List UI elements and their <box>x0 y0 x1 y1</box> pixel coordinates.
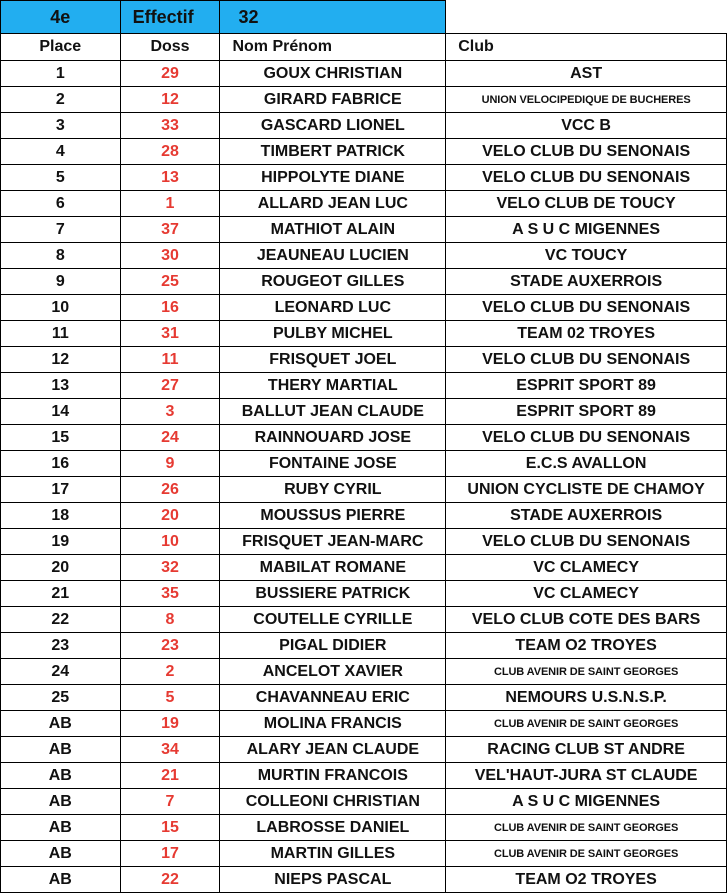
table-row <box>1 61 727 87</box>
name-cell: FONTAINE JOSE <box>220 451 446 477</box>
table-row <box>1 451 727 477</box>
table-row <box>1 763 727 789</box>
club-cell: CLUB AVENIR DE SAINT GEORGES <box>446 815 727 841</box>
club-cell: NEMOURS U.S.N.S.P. <box>446 685 727 711</box>
name-cell: MATHIOT ALAIN <box>220 217 446 243</box>
name-cell: MOLINA FRANCIS <box>220 711 446 737</box>
doss-cell: 29 <box>120 61 220 87</box>
place-cell: 6 <box>1 191 121 217</box>
table-row <box>1 477 727 503</box>
name-cell: PULBY MICHEL <box>220 321 446 347</box>
doss-cell: 17 <box>120 841 220 867</box>
table-row <box>1 399 727 425</box>
place-cell: 17 <box>1 477 121 503</box>
club-cell: VELO CLUB DU SENONAIS <box>446 347 727 373</box>
place-cell: 2 <box>1 87 121 113</box>
place-cell: AB <box>1 737 121 763</box>
table-row <box>1 737 727 763</box>
club-cell: A S U C MIGENNES <box>446 217 727 243</box>
doss-cell: 24 <box>120 425 220 451</box>
doss-cell: 20 <box>120 503 220 529</box>
club-cell: TEAM 02 TROYES <box>446 321 727 347</box>
place-cell: 14 <box>1 399 121 425</box>
doss-cell: 21 <box>120 763 220 789</box>
name-cell: MURTIN FRANCOIS <box>220 763 446 789</box>
table-row <box>1 425 727 451</box>
table-row <box>1 555 727 581</box>
place-cell: 1 <box>1 61 121 87</box>
club-cell: ESPRIT SPORT 89 <box>446 399 727 425</box>
doss-cell: 16 <box>120 295 220 321</box>
place-cell: AB <box>1 763 121 789</box>
doss-cell: 32 <box>120 555 220 581</box>
doss-cell: 8 <box>120 607 220 633</box>
place-cell: 5 <box>1 165 121 191</box>
club-cell: STADE AUXERROIS <box>446 269 727 295</box>
place-cell: AB <box>1 815 121 841</box>
club-cell: TEAM O2 TROYES <box>446 633 727 659</box>
column-header-place: Place <box>1 34 121 61</box>
name-cell: PIGAL DIDIER <box>220 633 446 659</box>
doss-cell: 37 <box>120 217 220 243</box>
table-row <box>1 347 727 373</box>
name-cell: MOUSSUS PIERRE <box>220 503 446 529</box>
name-cell: GASCARD LIONEL <box>220 113 446 139</box>
club-cell: VC CLAMECY <box>446 581 727 607</box>
club-cell: UNION VELOCIPEDIQUE DE BUCHERES <box>446 87 727 113</box>
place-cell: 9 <box>1 269 121 295</box>
table-row <box>1 191 727 217</box>
club-cell: ESPRIT SPORT 89 <box>446 373 727 399</box>
place-cell: AB <box>1 841 121 867</box>
doss-cell: 23 <box>120 633 220 659</box>
club-cell: UNION CYCLISTE DE CHAMOY <box>446 477 727 503</box>
doss-cell: 19 <box>120 711 220 737</box>
place-cell: 23 <box>1 633 121 659</box>
doss-cell: 27 <box>120 373 220 399</box>
doss-cell: 5 <box>120 685 220 711</box>
name-cell: HIPPOLYTE DIANE <box>220 165 446 191</box>
name-cell: FRISQUET JEAN-MARC <box>220 529 446 555</box>
table-row <box>1 867 727 893</box>
club-cell: VELO CLUB DU SENONAIS <box>446 165 727 191</box>
column-header-row <box>1 34 727 61</box>
name-cell: JEAUNEAU LUCIEN <box>220 243 446 269</box>
name-cell: LEONARD LUC <box>220 295 446 321</box>
table-row <box>1 87 727 113</box>
table-row <box>1 165 727 191</box>
place-cell: AB <box>1 711 121 737</box>
table-row <box>1 529 727 555</box>
table-row <box>1 243 727 269</box>
table-row <box>1 295 727 321</box>
club-cell: VELO CLUB DU SENONAIS <box>446 295 727 321</box>
table-row <box>1 503 727 529</box>
club-cell: VELO CLUB COTE DES BARS <box>446 607 727 633</box>
column-header-doss: Doss <box>120 34 220 61</box>
club-cell: CLUB AVENIR DE SAINT GEORGES <box>446 841 727 867</box>
name-cell: GOUX CHRISTIAN <box>220 61 446 87</box>
table-row <box>1 217 727 243</box>
place-cell: 3 <box>1 113 121 139</box>
place-cell: 13 <box>1 373 121 399</box>
name-cell: TIMBERT PATRICK <box>220 139 446 165</box>
table-row <box>1 711 727 737</box>
effectif-value: 32 <box>220 1 446 34</box>
name-cell: MARTIN GILLES <box>220 841 446 867</box>
table-row <box>1 607 727 633</box>
column-header-club: Club <box>446 34 727 61</box>
doss-cell: 1 <box>120 191 220 217</box>
place-cell: 20 <box>1 555 121 581</box>
club-cell: VEL'HAUT-JURA ST CLAUDE <box>446 763 727 789</box>
table-row <box>1 685 727 711</box>
table-row <box>1 139 727 165</box>
table-row <box>1 815 727 841</box>
table-row <box>1 113 727 139</box>
name-cell: ALLARD JEAN LUC <box>220 191 446 217</box>
place-cell: 25 <box>1 685 121 711</box>
club-cell: A S U C MIGENNES <box>446 789 727 815</box>
column-header-name: Nom Prénom <box>220 34 446 61</box>
club-cell: VELO CLUB DU SENONAIS <box>446 425 727 451</box>
name-cell: MABILAT ROMANE <box>220 555 446 581</box>
name-cell: ANCELOT XAVIER <box>220 659 446 685</box>
table-row <box>1 373 727 399</box>
table-row <box>1 321 727 347</box>
place-cell: 22 <box>1 607 121 633</box>
place-cell: 10 <box>1 295 121 321</box>
table-row <box>1 659 727 685</box>
table-row <box>1 269 727 295</box>
club-cell: RACING CLUB ST ANDRE <box>446 737 727 763</box>
table-row <box>1 841 727 867</box>
doss-cell: 31 <box>120 321 220 347</box>
club-cell: VC CLAMECY <box>446 555 727 581</box>
doss-cell: 35 <box>120 581 220 607</box>
club-cell: VC TOUCY <box>446 243 727 269</box>
place-cell: 7 <box>1 217 121 243</box>
name-cell: CHAVANNEAU ERIC <box>220 685 446 711</box>
table-row <box>1 581 727 607</box>
doss-cell: 28 <box>120 139 220 165</box>
name-cell: COUTELLE CYRILLE <box>220 607 446 633</box>
place-cell: 24 <box>1 659 121 685</box>
name-cell: LABROSSE DANIEL <box>220 815 446 841</box>
doss-cell: 9 <box>120 451 220 477</box>
doss-cell: 22 <box>120 867 220 893</box>
name-cell: BUSSIERE PATRICK <box>220 581 446 607</box>
doss-cell: 25 <box>120 269 220 295</box>
name-cell: ROUGEOT GILLES <box>220 269 446 295</box>
name-cell: ALARY JEAN CLAUDE <box>220 737 446 763</box>
name-cell: THERY MARTIAL <box>220 373 446 399</box>
name-cell: COLLEONI CHRISTIAN <box>220 789 446 815</box>
name-cell: BALLUT JEAN CLAUDE <box>220 399 446 425</box>
club-cell: STADE AUXERROIS <box>446 503 727 529</box>
club-cell: TEAM O2 TROYES <box>446 867 727 893</box>
category-label: 4e <box>1 1 121 34</box>
place-cell: 12 <box>1 347 121 373</box>
doss-cell: 33 <box>120 113 220 139</box>
doss-cell: 15 <box>120 815 220 841</box>
place-cell: 11 <box>1 321 121 347</box>
table-row <box>1 633 727 659</box>
place-cell: 15 <box>1 425 121 451</box>
effectif-label: Effectif <box>120 1 220 34</box>
doss-cell: 12 <box>120 87 220 113</box>
doss-cell: 30 <box>120 243 220 269</box>
doss-cell: 2 <box>120 659 220 685</box>
place-cell: 21 <box>1 581 121 607</box>
name-cell: RUBY CYRIL <box>220 477 446 503</box>
place-cell: 4 <box>1 139 121 165</box>
club-cell: VCC B <box>446 113 727 139</box>
doss-cell: 11 <box>120 347 220 373</box>
club-cell: CLUB AVENIR DE SAINT GEORGES <box>446 711 727 737</box>
place-cell: 16 <box>1 451 121 477</box>
category-header-row <box>1 1 727 34</box>
place-cell: 19 <box>1 529 121 555</box>
name-cell: NIEPS PASCAL <box>220 867 446 893</box>
club-cell: CLUB AVENIR DE SAINT GEORGES <box>446 659 727 685</box>
doss-cell: 3 <box>120 399 220 425</box>
doss-cell: 10 <box>120 529 220 555</box>
place-cell: 18 <box>1 503 121 529</box>
name-cell: GIRARD FABRICE <box>220 87 446 113</box>
table-row <box>1 789 727 815</box>
club-cell: VELO CLUB DE TOUCY <box>446 191 727 217</box>
club-cell: AST <box>446 61 727 87</box>
place-cell: AB <box>1 867 121 893</box>
name-cell: RAINNOUARD JOSE <box>220 425 446 451</box>
place-cell: AB <box>1 789 121 815</box>
club-cell: VELO CLUB DU SENONAIS <box>446 529 727 555</box>
club-cell: E.C.S AVALLON <box>446 451 727 477</box>
doss-cell: 7 <box>120 789 220 815</box>
club-cell: VELO CLUB DU SENONAIS <box>446 139 727 165</box>
doss-cell: 13 <box>120 165 220 191</box>
header-blank-cell <box>446 1 727 34</box>
doss-cell: 34 <box>120 737 220 763</box>
name-cell: FRISQUET JOEL <box>220 347 446 373</box>
place-cell: 8 <box>1 243 121 269</box>
doss-cell: 26 <box>120 477 220 503</box>
